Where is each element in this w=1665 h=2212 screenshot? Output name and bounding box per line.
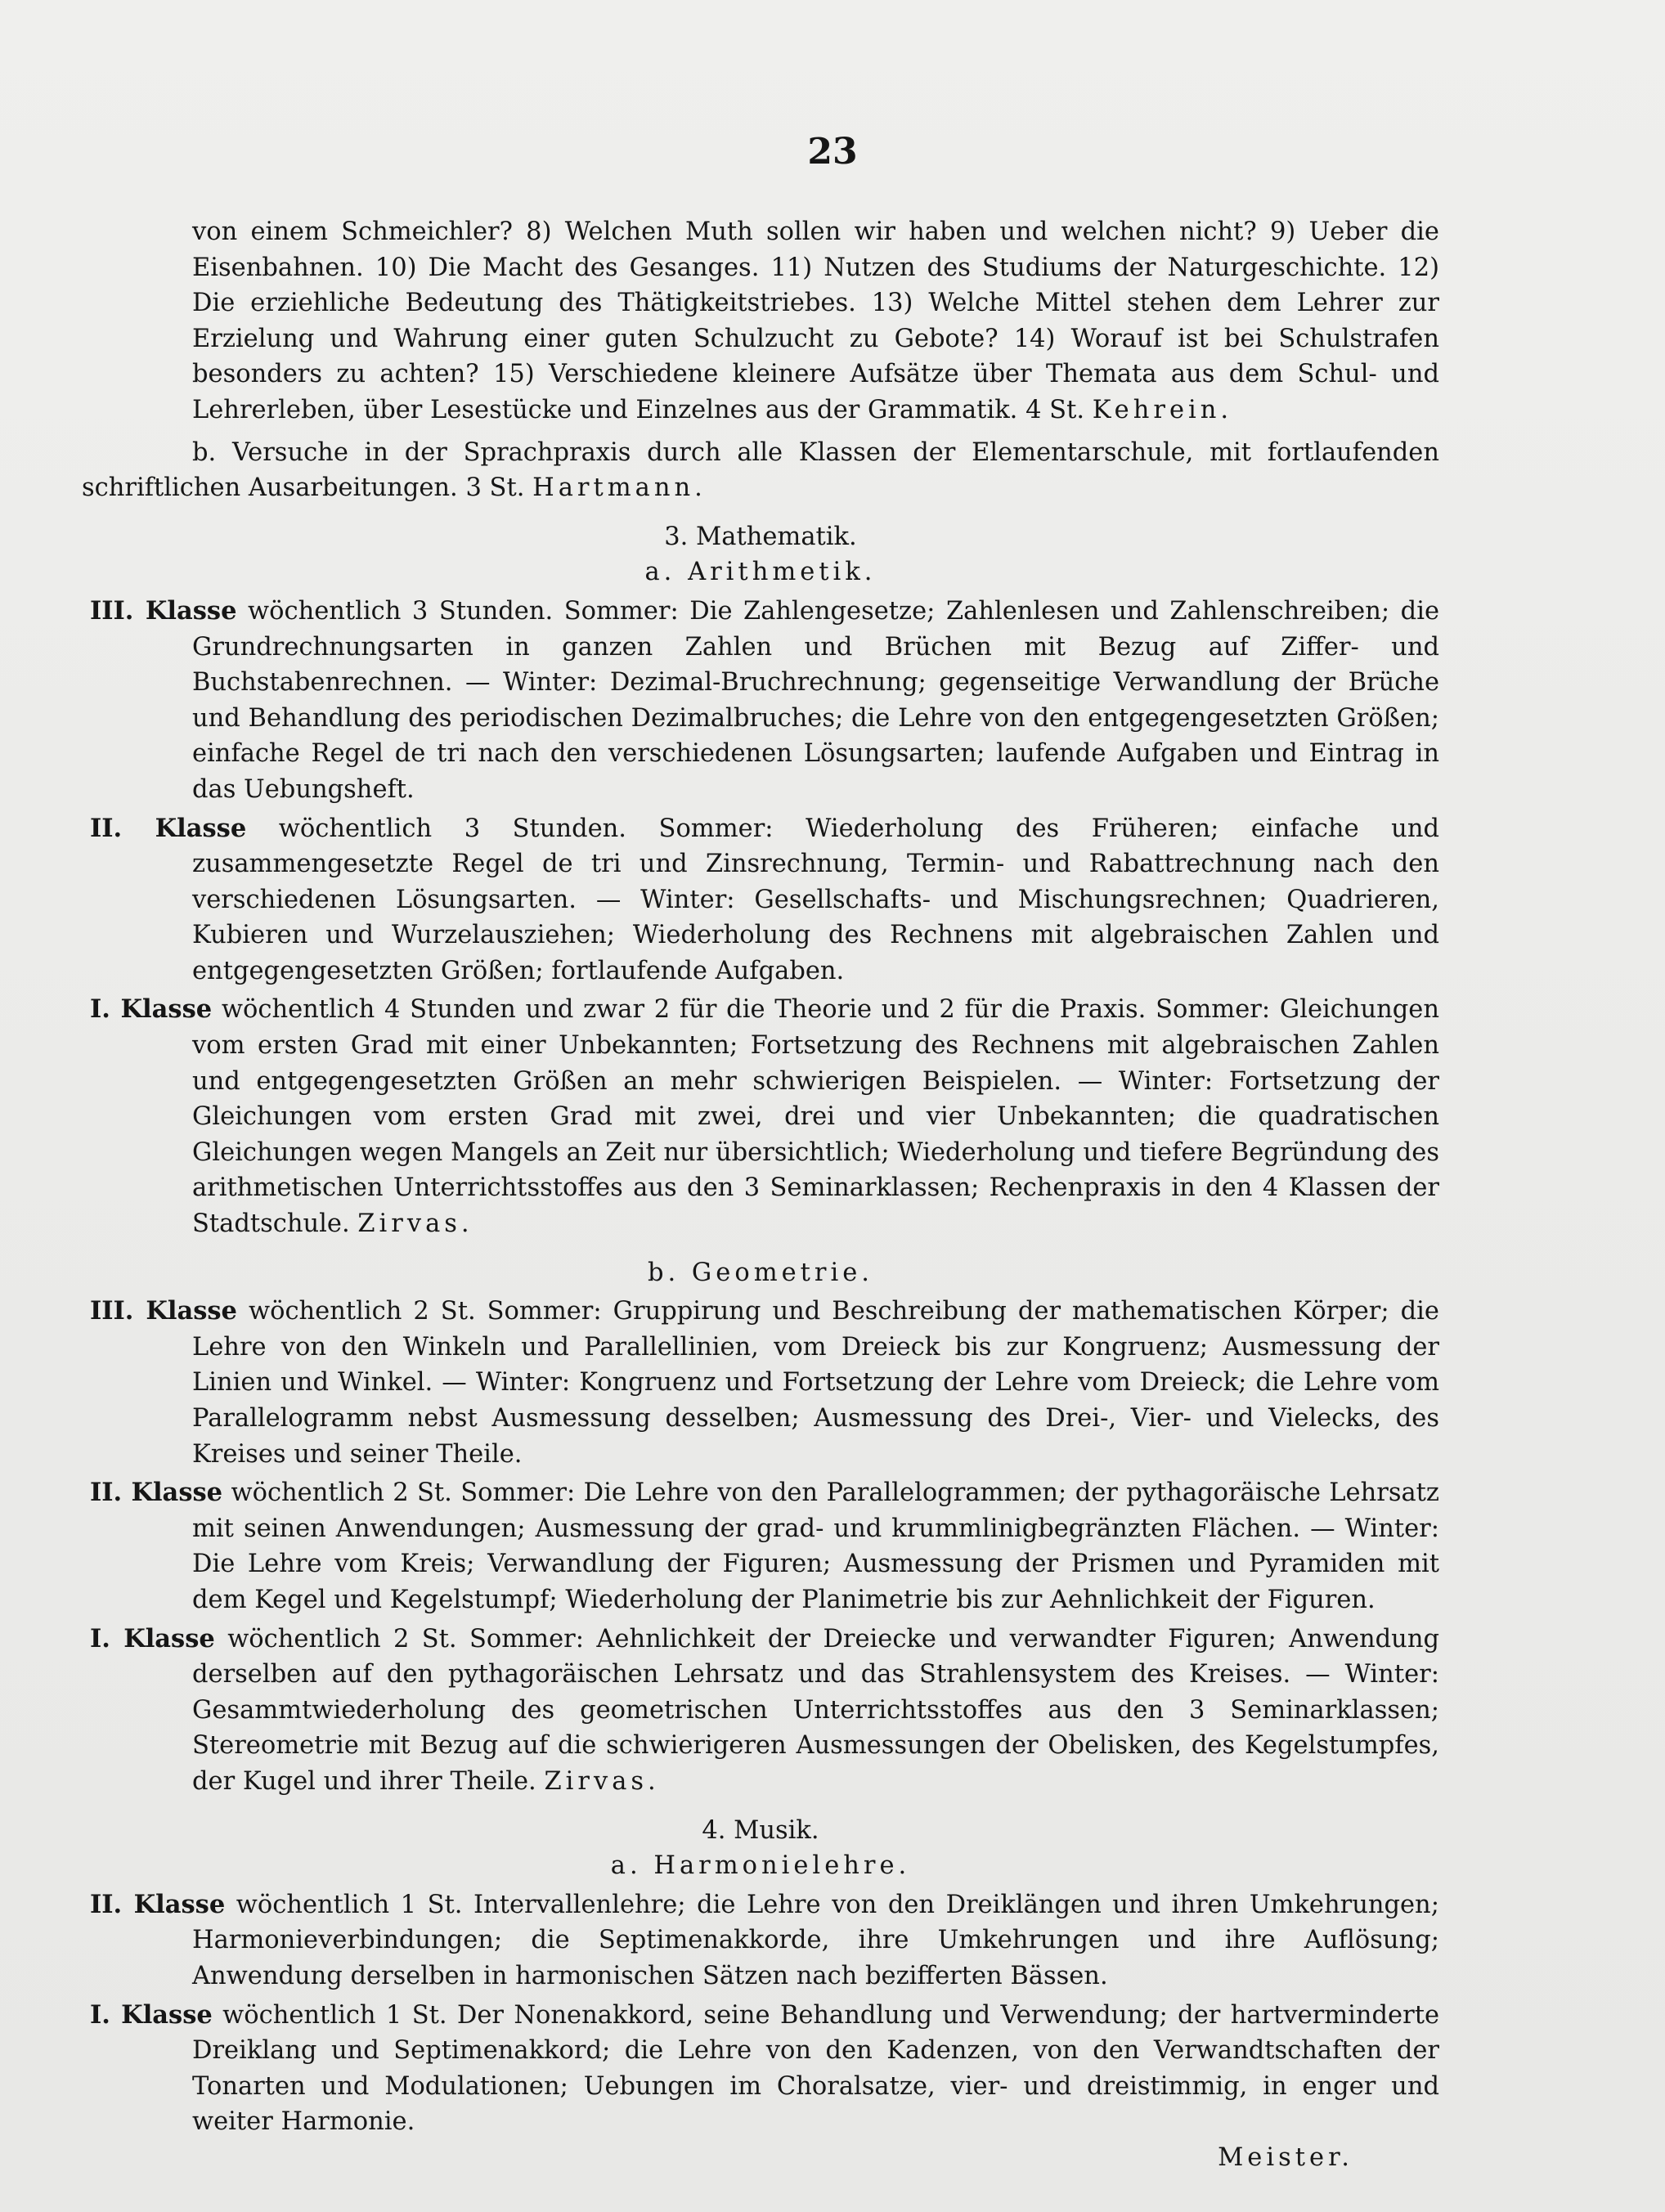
class-text: wöchentlich 2 St. Sommer: Die Lehre von den Parallelogrammen; der pythagoräische Lehrsatz mit seinen Anwendungen; Ausmessung der grad- und krummlinigbegränzten Flächen. — Winter: Die Lehre vom Kreis; Verwandlung der Figuren; Ausmessung der Prismen und Pyramiden mit dem Kegel und Kegelstumpf; Wiederholung der Planimetrie bis zur Aehnlichkeit der Figuren. [192,1478,1439,1614]
class-text: wöchentlich 3 Stunden. Sommer: Die Zahlengesetze; Zahlenlesen und Zahlenschreiben; die Grundrechnungsarten in ganzen Zahlen und Brüchen mit Bezug auf Ziffer- und Buchstabenrechnen. — Winter: Dezimal-Bruchrechnung; gegenseitige Verwandlung der Brüche und Behandlung des periodischen Dezimalbruches; die Lehre von den entgegengesetzten Größen; einfache Regel de tri nach den verschiedenen Lösungsarten; laufende Aufgaben und Eintrag in das Uebungsheft. [192,596,1439,804]
class-label: II. Klasse [90,813,247,843]
teacher-name: Zirvas. [357,1209,473,1239]
teacher-name: Kehrein. [1092,395,1233,424]
subsection-heading-geometrie: b. Geometrie. [648,1258,873,1287]
intro-paragraph [82,214,1439,428]
class-label: II. Klasse [90,1478,223,1508]
teacher-name: Hartmann. [532,473,707,503]
subsection-heading-harmonielehre: a. Harmonielehre. [610,1851,911,1881]
class-text: wöchentlich 3 Stunden. Sommer: Wiederholung des Früheren; einfache und zusammengesetzte Regel de tri und Zinsrechnung, Termin- und Rabattrechnung nach den verschiedenen Lösungsarten. — Winter: Gesellschafts- und Mischungsrechnen; Quadrieren, Kubieren und Wurzelausziehen; Wiederholung des Rechnens mit algebraischen Zahlen und entgegengesetzten Größen; fortlaufende Aufgaben. [192,814,1439,985]
intro-text: von einem Schmeichler? 8) Welchen Muth sollen wir haben und welchen nicht? 9) Ueber die Eisenbahnen. 10) Die Macht des Gesanges. 11) Nutzen des Studiums der Naturgeschichte. 12) Die erziehliche Bedeutung des Thätigkeitstriebes. 13) Welche Mittel stehen dem Lehrer zur Erzielung und Wahrung einer guten Schulzucht zu Gebote? 14) Worauf ist bei Schulstrafen besonders zu achten? 15) Verschiedene kleinere Aufsätze über Themata aus dem Schul- und Lehrerleben, über Lesestücke und Einzelnes aus der Grammatik. 4 St. [192,218,1439,424]
class-label: I. Klasse [90,1999,213,2030]
page-number: 23 [807,131,858,173]
teacher-name: Meister. [1218,2142,1353,2172]
class-entry [82,1294,1439,1472]
class-text: wöchentlich 2 St. Sommer: Aehnlichkeit der Dreiecke und verwandter Figuren; Anwendung derselben auf den pythagoräischen Lehrsatz und das Strahlensystem des Kreises. — Winter: Gesammtwiederholung des geometrischen Unterrichtsstoffes aus den 3 Seminarklassen; Stereometrie mit Bezug auf die schwierigeren Ausmessungen der Obelisken, des Kegelstumpfes, der Kugel und ihrer Theile. [192,1624,1439,1796]
class-entry [82,1887,1439,1994]
class-text: wöchentlich 4 Stunden und zwar 2 für die Theorie und 2 für die Praxis. Sommer: Gleichungen vom ersten Grad mit einer Unbekannten; Fortsetzung des Rechnens mit algebraischen Zahlen und entgegengesetzten Größen an mehr schwierigen Beispielen. — Winter: Fortsetzung der Gleichungen vom ersten Grad mit zwei, drei und vier Unbekannten; die quadratischen Gleichungen wegen Mangels an Zeit nur übersichtlich; Wiederholung und tiefere Begründung des arithmetischen Unterrichtsstoffes aus den 3 Seminarklassen; Rechenpraxis in den 4 Klassen der Stadtschule. [192,995,1439,1239]
sprachpraxis-text: b. Versuche in der Sprachpraxis durch alle Klassen der Elementarschule, mit fortlaufenden schriftlichen Ausarbeitungen. 3 St. [82,437,1439,503]
class-label: III. Klasse [90,595,237,626]
section-heading-math: 3. Mathematik. [664,522,857,551]
section-heading-music: 4. Musik. [702,1815,819,1845]
class-label: I. Klasse [90,994,213,1025]
class-entry [82,992,1439,1241]
class-text: wöchentlich 1 St. Der Nonenakkord, seine Behandlung und Verwendung; der hartverminderte Dreiklang und Septimenakkord; die Lehre von den Kadenzen, von den Verwandtschaften der Tonarten und Modulationen; Uebungen im Choralsatze, vier- und dreistimmig, in enger und weiter Harmonie. [192,2000,1439,2137]
class-text: wöchentlich 2 St. Sommer: Gruppirung und Beschreibung der mathematischen Körper; die Lehre von den Winkeln und Parallellinien, vom Dreieck bis zur Kongruenz; Ausmessung der Linien und Winkel. — Winter: Kongruenz und Fortsetzung der Lehre vom Dreieck; die Lehre vom Parallelogramm nebst Ausmessung desselben; Ausmessung des Drei-, Vier- und Vielecks, des Kreises und seiner Theile. [192,1297,1439,1469]
class-label: III. Klasse [90,1296,237,1326]
class-text: wöchentlich 1 St. Intervallenlehre; die Lehre von den Dreiklängen und ihren Umkehrungen; Harmonieverbindungen; die Septimenakkorde, ihre Umkehrungen und ihre Auflösung; Anwendung derselben in harmonischen Sätzen nach bezifferten Bässen. [192,1890,1439,1990]
class-entry [82,1622,1439,1800]
class-label: I. Klasse [90,1623,215,1653]
subsection-heading-arithmetik: a. Arithmetik. [644,558,877,587]
class-entry [82,1475,1439,1617]
teacher-name: Zirvas. [544,1766,660,1796]
class-label: II. Klasse [90,1889,226,1919]
class-entry [82,811,1439,989]
class-entry [82,1998,1439,2140]
class-entry [82,594,1439,808]
page-content [82,214,1439,2175]
sprachpraxis-paragraph [82,435,1439,506]
